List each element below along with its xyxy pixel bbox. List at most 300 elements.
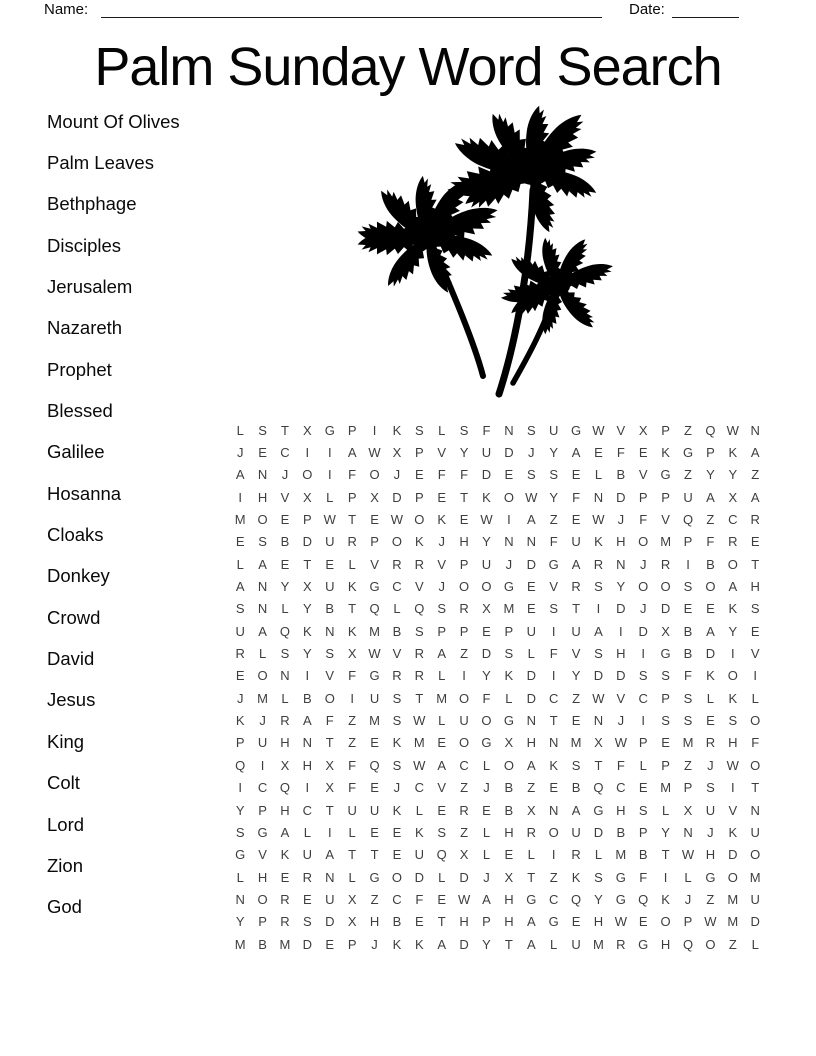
grid-letter: O <box>324 690 335 706</box>
grid-letter: N <box>325 869 335 885</box>
grid-letter: A <box>482 891 491 907</box>
grid-letter: G <box>638 936 649 952</box>
grid-letter: Y <box>303 646 312 662</box>
grid-letter: K <box>347 623 357 639</box>
grid-letter: W <box>323 512 336 528</box>
grid-letter: O <box>459 579 470 595</box>
grid-letter: K <box>392 936 402 952</box>
grid-letter: T <box>751 556 760 572</box>
grid-letter: X <box>392 445 402 461</box>
grid-row <box>229 665 766 687</box>
grid-row <box>229 620 766 642</box>
grid-letter: I <box>462 668 466 684</box>
grid-letter: U <box>347 802 357 818</box>
grid-letter: J <box>483 869 490 885</box>
grid-letter: D <box>526 690 536 706</box>
palm-trees-group <box>356 104 616 394</box>
grid-letter: U <box>750 891 760 907</box>
grid-letter: H <box>257 869 268 885</box>
grid-letter: R <box>660 556 671 572</box>
grid-letter: S <box>661 713 670 729</box>
grid-letter: X <box>526 802 536 818</box>
grid-letter: T <box>348 601 357 617</box>
grid-letter: Z <box>460 780 469 796</box>
grid-letter: Z <box>684 422 692 438</box>
grid-letter: H <box>504 914 514 930</box>
grid-letter: D <box>616 489 626 505</box>
grid-letter: X <box>683 802 693 818</box>
grid-letter: E <box>370 780 379 796</box>
grid-letter: V <box>437 445 447 461</box>
grid-letter: K <box>728 690 738 706</box>
grid-letter: Z <box>706 891 715 907</box>
grid-letter: Y <box>235 802 245 818</box>
grid-letter: D <box>392 489 402 505</box>
grid-letter: C <box>302 802 313 818</box>
name-label: Name: <box>44 1 89 18</box>
grid-letter: F <box>706 534 715 550</box>
grid-letter: W <box>704 914 717 930</box>
grid-letter: U <box>325 534 335 550</box>
grid-letter: W <box>726 422 739 438</box>
grid-letter: D <box>481 467 492 483</box>
grid-letter: Z <box>460 646 469 662</box>
grid-letter: Z <box>706 512 715 528</box>
grid-letter: E <box>258 445 267 461</box>
grid-letter: U <box>257 735 268 751</box>
grid-letter: Z <box>348 735 357 751</box>
grid-letter: W <box>592 512 605 528</box>
grid-letter: C <box>459 757 469 773</box>
grid-letter: Y <box>482 534 491 550</box>
grid-letter: W <box>390 512 404 528</box>
word-list-item: Prophet <box>47 358 112 380</box>
grid-letter: L <box>236 556 244 572</box>
grid-letter: E <box>370 824 379 840</box>
grid-letter: E <box>437 802 447 818</box>
grid-letter: Y <box>728 623 738 639</box>
grid-letter: Q <box>436 847 447 863</box>
grid-letter: S <box>392 757 402 773</box>
grid-letter: X <box>325 780 335 796</box>
grid-letter: C <box>548 891 559 907</box>
grid-letter: K <box>347 579 357 595</box>
grid-letter: R <box>459 802 469 818</box>
grid-letter: S <box>594 579 603 595</box>
grid-letter: S <box>437 601 447 617</box>
grid-letter: N <box>325 623 335 639</box>
grid-letter: O <box>750 757 761 773</box>
grid-letter: O <box>257 512 268 528</box>
grid-letter: P <box>459 556 469 572</box>
grid-letter: O <box>459 690 470 706</box>
grid-letter: J <box>393 467 401 483</box>
grid-letter: I <box>305 445 310 461</box>
grid-letter: L <box>438 668 446 684</box>
grid-letter: L <box>751 690 759 706</box>
grid-row <box>229 553 766 575</box>
grid-letter: M <box>593 936 604 952</box>
grid-letter: F <box>639 869 648 885</box>
grid-letter: G <box>503 579 514 595</box>
grid-letter: T <box>504 936 513 952</box>
grid-letter: H <box>750 579 760 595</box>
grid-letter: H <box>728 735 738 751</box>
grid-letter: R <box>235 646 245 662</box>
grid-letter: S <box>437 824 447 840</box>
grid-letter: W <box>726 757 739 773</box>
grid-letter: E <box>661 735 670 751</box>
grid-letter: F <box>437 467 446 483</box>
grid-letter: F <box>639 512 648 528</box>
grid-letter: H <box>616 646 626 662</box>
grid-letter: D <box>302 534 313 550</box>
grid-letter: Y <box>616 579 626 595</box>
grid-row <box>229 866 766 888</box>
grid-letter: E <box>280 869 290 885</box>
grid-letter: S <box>280 646 290 662</box>
grid-letter: F <box>572 489 581 505</box>
grid-letter: D <box>302 936 313 952</box>
grid-letter: L <box>662 802 670 818</box>
grid-letter: V <box>728 802 738 818</box>
grid-letter: Q <box>682 936 694 952</box>
grid-letter: T <box>281 422 289 438</box>
grid-letter: W <box>457 891 471 907</box>
grid-letter: R <box>392 556 402 572</box>
grid-letter: L <box>482 847 491 863</box>
word-list-item: God <box>47 896 82 918</box>
grid-letter: E <box>325 556 335 572</box>
grid-letter: P <box>347 422 357 438</box>
grid-letter: E <box>526 579 536 595</box>
grid-letter: F <box>482 422 491 438</box>
grid-letter: J <box>639 556 647 572</box>
grid-letter: S <box>594 646 603 662</box>
grid-letter: J <box>259 713 266 729</box>
grid-row <box>229 687 766 709</box>
grid-letter: Q <box>705 422 716 438</box>
grid-letter: A <box>750 489 760 505</box>
grid-letter: P <box>504 623 514 639</box>
grid-letter: K <box>661 445 670 461</box>
grid-letter: J <box>483 780 490 796</box>
grid-letter: I <box>596 601 601 617</box>
word-list-item: Palm Leaves <box>47 152 154 174</box>
grid-letter: Q <box>235 757 246 773</box>
grid-letter: V <box>392 646 402 662</box>
grid-letter: E <box>526 601 536 617</box>
grid-row <box>229 419 766 441</box>
grid-letter: E <box>549 780 558 796</box>
grid-letter: V <box>370 556 379 572</box>
grid-letter: F <box>549 534 558 550</box>
grid-letter: L <box>706 690 715 706</box>
grid-letter: N <box>616 556 626 572</box>
grid-letter: J <box>393 780 401 796</box>
grid-letter: N <box>548 735 559 751</box>
grid-letter: A <box>235 467 245 483</box>
grid-letter: Y <box>303 601 312 617</box>
grid-letter: H <box>705 847 716 863</box>
grid-letter: M <box>615 847 627 863</box>
grid-letter: X <box>504 735 514 751</box>
grid-letter: Z <box>572 690 581 706</box>
grid-letter: K <box>235 713 245 729</box>
grid-letter: U <box>750 824 760 840</box>
grid-letter: X <box>728 489 738 505</box>
grid-letter: G <box>548 914 559 930</box>
grid-letter: O <box>548 824 559 840</box>
word-list-item: Zion <box>47 854 83 876</box>
grid-letter: G <box>660 467 671 483</box>
grid-letter: H <box>302 757 313 773</box>
grid-letter: R <box>280 713 290 729</box>
grid-letter: G <box>235 847 246 863</box>
grid-letter: F <box>616 445 625 461</box>
grid-letter: K <box>594 534 603 550</box>
grid-letter: M <box>660 780 672 796</box>
grid-row <box>229 508 766 530</box>
word-list-item: Galilee <box>47 441 105 463</box>
grid-letter: A <box>325 847 335 863</box>
grid-letter: V <box>549 579 558 595</box>
grid-letter: Q <box>279 623 291 639</box>
grid-letter: E <box>414 914 424 930</box>
grid-letter: L <box>438 869 446 885</box>
grid-letter: W <box>368 445 381 461</box>
grid-letter: J <box>281 467 289 483</box>
grid-row <box>229 777 766 799</box>
grid-letter: S <box>638 668 648 684</box>
grid-letter: S <box>683 713 693 729</box>
grid-letter: N <box>526 534 536 550</box>
grid-letter: F <box>348 467 357 483</box>
grid-letter: O <box>459 735 470 751</box>
grid-letter: L <box>393 601 401 617</box>
grid-letter: C <box>638 690 648 706</box>
grid-letter: M <box>570 735 582 751</box>
grid-letter: R <box>750 512 760 528</box>
grid-letter: I <box>305 668 310 684</box>
grid-letter: E <box>750 623 760 639</box>
grid-letter: G <box>503 713 514 729</box>
grid-letter: Q <box>279 780 291 796</box>
grid-letter: F <box>348 668 357 684</box>
grid-letter: Q <box>369 601 380 617</box>
word-list-item: Crowd <box>47 606 101 628</box>
grid-letter: P <box>638 824 648 840</box>
grid-letter: G <box>481 735 492 751</box>
grid-letter: S <box>392 690 402 706</box>
grid-letter: X <box>325 757 335 773</box>
word-list-item: Colt <box>47 772 80 794</box>
grid-letter: J <box>528 445 535 461</box>
grid-letter: U <box>369 802 380 818</box>
grid-letter: N <box>257 579 268 595</box>
grid-letter: U <box>571 936 581 952</box>
word-list-item: Bethphage <box>47 193 137 215</box>
grid-letter: S <box>459 422 469 438</box>
grid-letter: F <box>549 646 558 662</box>
grid-letter: E <box>303 891 312 907</box>
grid-letter: A <box>437 646 447 662</box>
grid-letter: B <box>258 936 267 952</box>
grid-letter: I <box>551 668 556 684</box>
word-list-item: Cloaks <box>47 524 104 546</box>
grid-letter: K <box>414 534 424 550</box>
grid-letter: A <box>706 489 715 505</box>
word-list-item: Hosanna <box>47 482 122 504</box>
grid-letter: D <box>459 869 469 885</box>
grid-letter: S <box>638 802 648 818</box>
grid-letter: U <box>481 556 492 572</box>
grid-letter: Y <box>594 891 603 907</box>
grid-letter: C <box>392 579 402 595</box>
grid-letter: J <box>505 556 513 572</box>
grid-letter: M <box>369 623 380 639</box>
grid-letter: F <box>348 780 357 796</box>
grid-letter: B <box>504 802 514 818</box>
grid-letter: X <box>347 891 357 907</box>
grid-letter: Q <box>682 512 694 528</box>
grid-letter: R <box>616 936 626 952</box>
grid-letter: H <box>280 802 290 818</box>
grid-letter: S <box>303 914 312 930</box>
grid-letter: I <box>238 780 242 796</box>
grid-letter: Y <box>280 579 290 595</box>
grid-letter: R <box>459 601 469 617</box>
grid-letter: I <box>686 556 690 572</box>
grid-letter: D <box>616 668 626 684</box>
grid-letter: P <box>258 914 267 930</box>
grid-letter: L <box>438 422 446 438</box>
grid-letter: I <box>305 780 310 796</box>
grid-letter: X <box>280 757 290 773</box>
grid-letter: P <box>638 489 648 505</box>
grid-row <box>229 531 766 553</box>
grid-letter: A <box>526 757 536 773</box>
grid-letter: I <box>327 824 332 840</box>
grid-letter: H <box>459 914 469 930</box>
grid-letter: A <box>526 914 536 930</box>
grid-letter: O <box>705 579 716 595</box>
grid-letter: N <box>504 534 514 550</box>
grid-row <box>229 598 766 620</box>
grid-letter: O <box>660 579 671 595</box>
grid-letter: I <box>730 646 735 662</box>
grid-letter: A <box>437 757 447 773</box>
grid-letter: T <box>661 847 670 863</box>
grid-letter: E <box>392 847 402 863</box>
grid-letter: Q <box>593 780 604 796</box>
grid-letter: Z <box>728 936 737 952</box>
grid-letter: Y <box>482 668 491 684</box>
grid-letter: B <box>683 623 693 639</box>
grid-letter: P <box>638 735 648 751</box>
word-list-item: Disciples <box>47 234 122 256</box>
grid-letter: A <box>594 623 603 639</box>
grid-letter: Q <box>638 891 649 907</box>
grid-letter: P <box>370 534 379 550</box>
grid-letter: N <box>548 802 559 818</box>
grid-row <box>229 888 766 910</box>
grid-letter: Y <box>549 445 558 461</box>
palm-trees-illustration <box>378 110 594 402</box>
grid-letter: E <box>750 534 760 550</box>
grid-letter: C <box>548 690 559 706</box>
grid-letter: N <box>750 802 760 818</box>
grid-letter: B <box>571 780 581 796</box>
grid-letter: T <box>348 847 357 863</box>
grid-letter: L <box>348 556 356 572</box>
grid-letter: Z <box>460 824 469 840</box>
grid-letter: F <box>325 713 334 729</box>
grid-letter: L <box>594 847 603 863</box>
grid-letter: T <box>549 713 558 729</box>
grid-letter: L <box>482 824 491 840</box>
grid-letter: W <box>413 757 426 773</box>
grid-letter: V <box>616 422 626 438</box>
grid-letter: O <box>727 556 738 572</box>
grid-letter: L <box>527 646 535 662</box>
grid-letter: Y <box>459 445 469 461</box>
grid-letter: U <box>325 891 335 907</box>
grid-letter: L <box>751 936 759 952</box>
grid-letter: I <box>663 869 668 885</box>
grid-letter: L <box>236 869 244 885</box>
word-list-item: Nazareth <box>47 317 123 339</box>
grid-letter: A <box>526 512 536 528</box>
grid-letter: B <box>616 467 626 483</box>
grid-letter: V <box>437 780 447 796</box>
grid-letter: D <box>593 824 604 840</box>
grid-letter: U <box>705 802 716 818</box>
grid-letter: M <box>413 735 425 751</box>
grid-letter: E <box>392 824 402 840</box>
grid-letter: E <box>325 936 335 952</box>
grid-letter: R <box>280 891 290 907</box>
grid-letter: G <box>257 824 268 840</box>
grid-row <box>229 732 766 754</box>
grid-letter: I <box>641 713 646 729</box>
grid-letter: O <box>481 713 492 729</box>
word-list-item: Blessed <box>47 400 113 422</box>
grid-letter: U <box>302 847 313 863</box>
grid-letter: P <box>661 757 670 773</box>
grid-letter: K <box>414 936 424 952</box>
grid-letter: A <box>571 802 581 818</box>
grid-letter: G <box>705 869 716 885</box>
grid-letter: T <box>348 512 357 528</box>
grid-letter: B <box>303 690 312 706</box>
grid-letter: K <box>504 668 514 684</box>
grid-letter: S <box>706 780 715 796</box>
grid-letter: J <box>639 601 647 617</box>
word-list-item: David <box>47 648 95 670</box>
grid-letter: O <box>481 579 492 595</box>
grid-letter: S <box>526 467 536 483</box>
grid-letter: B <box>706 556 715 572</box>
grid-letter: Z <box>549 512 558 528</box>
grid-letter: M <box>660 534 672 550</box>
grid-letter: N <box>280 668 290 684</box>
grid-letter: O <box>638 534 649 550</box>
grid-letter: L <box>505 690 513 706</box>
word-list-item: King <box>47 730 85 752</box>
grid-letter: M <box>369 713 380 729</box>
grid-letter: S <box>571 757 581 773</box>
